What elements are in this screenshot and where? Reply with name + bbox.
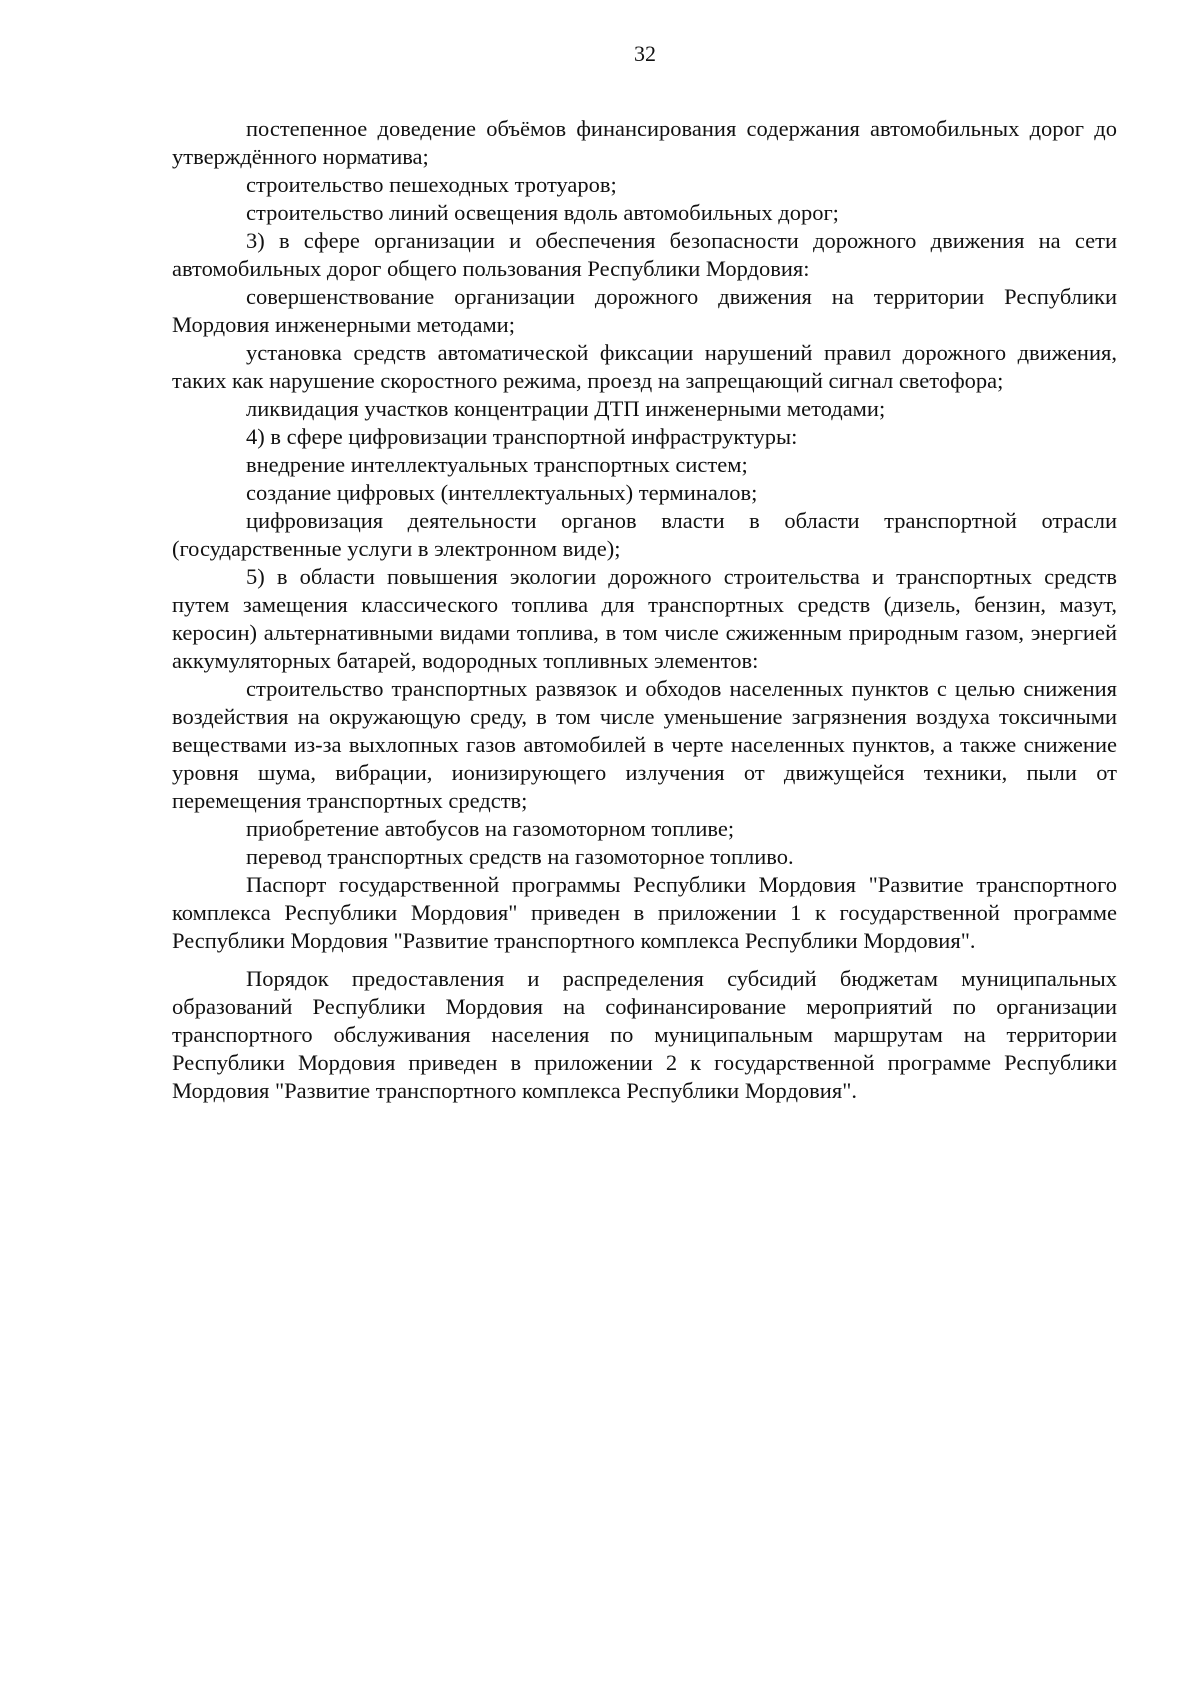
page-number: 32 <box>634 41 656 66</box>
paragraph-14: приобретение автобусов на газомоторном топливе; <box>246 816 735 841</box>
paragraph-13: строительство транспортных развязок и обходов населенных пунктов с целью снижения воздействия на окружающую среду, в том числе уменьшение загрязнения воздуха токсичными веществами из-за выхлопных газов автомобилей в черте населенных пунктов, а также снижение уровня шума, вибрации, ионизирующего излучения от движущейся техники, пыли от перемещения транспортных средств; <box>172 676 1117 813</box>
paragraph-9: внедрение интеллектуальных транспортных систем; <box>246 452 748 477</box>
paragraph-5: совершенствование организации дорожного движения на территории Республики Мордовия инженерными методами; <box>172 284 1117 337</box>
paragraph-4: 3) в сфере организации и обеспечения безопасности дорожного движения на сети автомобильных дорог общего пользования Республики Мордовия: <box>172 228 1117 281</box>
paragraph-8: 4) в сфере цифровизации транспортной инфраструктуры: <box>246 424 798 449</box>
paragraph-12: 5) в области повышения экологии дорожного строительства и транспортных средств путем замещения классического топлива для транспортных средств (дизель, бензин, мазут, керосин) альтернативными видами топлива, в том числе сжиженным природным газом, энергией аккумуляторных батарей, водородных топливных элементов: <box>172 564 1117 673</box>
paragraph-11: цифровизация деятельности органов власти в области транспортной отрасли (государственные услуги в электронном виде); <box>172 508 1117 561</box>
paragraph-10: создание цифровых (интеллектуальных) терминалов; <box>246 480 758 505</box>
paragraph-2: строительство пешеходных тротуаров; <box>246 172 617 197</box>
paragraph-7: ликвидация участков концентрации ДТП инженерными методами; <box>246 396 886 421</box>
paragraph-15: перевод транспортных средств на газомоторное топливо. <box>246 844 794 869</box>
paragraph-16: Паспорт государственной программы Республики Мордовия "Развитие транспортного комплекса Республики Мордовия" приведен в приложении 1 к государственной программе Республики Мордовия "Развитие транспортного комплекса Республики Мордовия". <box>172 872 1117 953</box>
paragraph-17: Порядок предоставления и распределения субсидий бюджетам муниципальных образований Республики Мордовия на софинансирование мероприятий по организации транспортного обслуживания населения по муниципальным маршрутам на территории Республики Мордовия приведен в приложении 2 к государственной программе Республики Мордовия "Развитие транспортного комплекса Республики Мордовия". <box>172 966 1117 1103</box>
paragraph-1: постепенное доведение объёмов финансирования содержания автомобильных дорог до утверждённого норматива; <box>172 116 1117 169</box>
document-body <box>172 115 1117 1105</box>
paragraph-6: установка средств автоматической фиксации нарушений правил дорожного движения, таких как нарушение скоростного режима, проезд на запрещающий сигнал светофора; <box>172 340 1117 393</box>
paragraph-3: строительство линий освещения вдоль автомобильных дорог; <box>246 200 839 225</box>
